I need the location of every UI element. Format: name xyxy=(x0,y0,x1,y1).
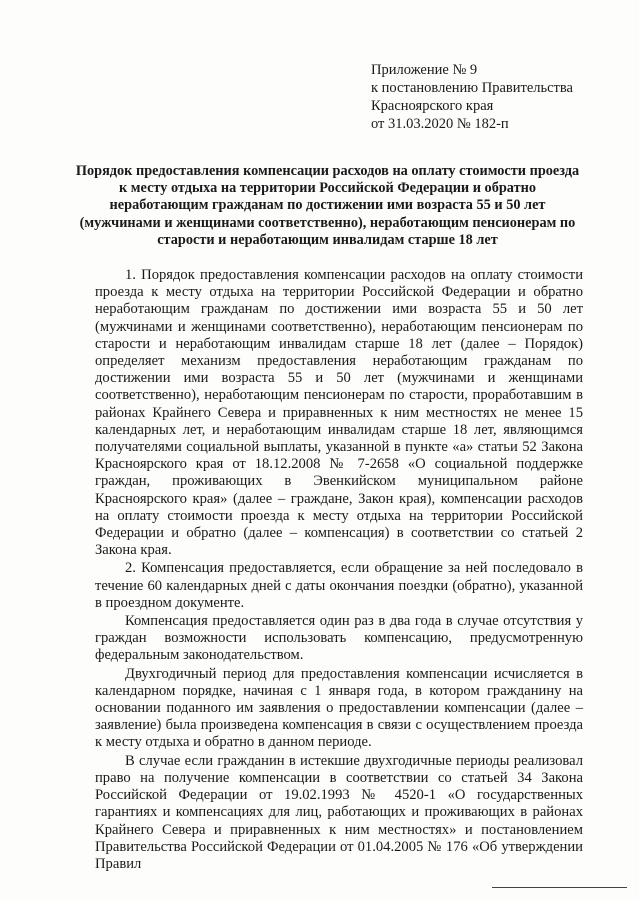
paragraph-3: Компенсация предоставляется один раз в два года в случае отсутствия у граждан возможности использовать компенсацию, предусмотренную федеральным законодательством. xyxy=(95,613,583,664)
appendix-header xyxy=(371,61,573,133)
paragraph-2: 2. Компенсация предоставляется, если обращение за ней последовало в течение 60 календарных дней с даты окончания поездки (обратно), указанной в проездном документе. xyxy=(95,560,583,611)
paragraph-4: Двухгодичный период для предоставления компенсации исчисляется в календарном порядке, начиная с 1 января года, в котором гражданину на основании поданного им заявления о предоставлении компенсации (далее – заявление) была произведена компенсация в связи с осуществлением проезда к месту отдыха и обратно в данном периоде. xyxy=(95,665,583,751)
footer-rule xyxy=(492,887,627,888)
appendix-resolution: к постановлению Правительства xyxy=(371,80,573,96)
appendix-number: Приложение № 9 xyxy=(371,62,478,78)
paragraph-1: 1. Порядок предоставления компенсации расходов на оплату стоимости проезда к месту отдыха на территории Российской Федерации и обратно неработающим гражданам по достижении ими возраста 55 и 50 лет (мужчинами и женщинами соответственно), неработающим пенсионерам по старости и неработающим инвалидам старше 18 лет (далее – Порядок) определяет механизм предоставления неработающим гражданам по достижении ими возраста 55 и 50 лет (мужчинами и женщинами соответственно), неработающим пенсионерам по старости, проработавшим в районах Крайнего Севера и приравненных к ним местностях не менее 15 календарных лет, и неработающим инвалидам старше 18 лет, являющимся получателями социальной выплаты, указанной в пункте «а» статьи 52 Закона Красноярского края от 18.12.2008 № 7-2658 «О социальной поддержке граждан, проживающих в Эвенкийском муниципальном районе Красноярского края» (далее – граждане, Закон края), компенсации расходов на оплату стоимости проезда к месту отдыха на территории Российской Федерации и обратно (далее – компенсация) в соответствии со статьей 2 Закона края. xyxy=(95,267,583,559)
appendix-region: Красноярского края xyxy=(371,98,494,114)
paragraph-5: В случае если гражданин в истекшие двухгодичные периоды реализовал право на получение компенсации в соответствии со статьей 34 Закона Российской Федерации от 19.02.1993 № 4520-1 «О государственных гарантиях и компенсациях для лиц, работающих и проживающих в районах Крайнего Севера и приравненных к ним местностях» и постановлением Правительства Российской Федерации от 01.04.2005 № 176 «Об утверждении Правил xyxy=(95,752,583,872)
appendix-date: от 31.03.2020 № 182-п xyxy=(371,116,509,132)
document-title: Порядок предоставления компенсации расходов на оплату стоимости проезда к месту отдыха на территории Российской Федерации и обратно неработающим гражданам по достижении ими возраста 55 и 50 лет (мужчинами и женщинами соответственно), неработающим пенсионерам по старости и неработающим инвалидам старше 18 лет xyxy=(75,163,580,248)
document-body xyxy=(95,267,583,874)
